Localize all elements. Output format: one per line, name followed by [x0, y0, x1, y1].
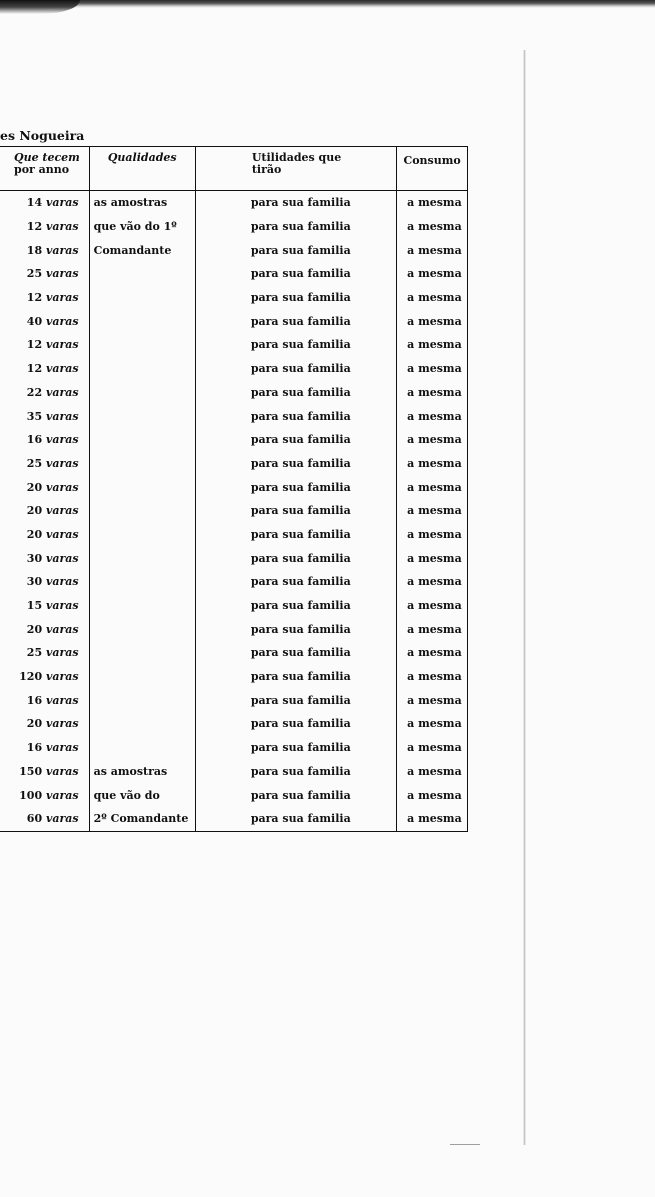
cell-consumo: a mesma — [397, 452, 468, 476]
cell-consumo: a mesma — [397, 807, 468, 831]
cell-utilidades: para sua familia — [195, 309, 396, 333]
cell-qualidades — [89, 665, 195, 689]
cell-utilidades: para sua familia — [195, 333, 396, 357]
cell-consumo: a mesma — [397, 688, 468, 712]
table-row — [0, 499, 468, 523]
cell-quantity — [0, 641, 89, 665]
quantity-unit: varas — [45, 338, 79, 352]
cell-quantity — [0, 617, 89, 641]
cell-quantity — [0, 381, 89, 405]
table-row — [0, 570, 468, 594]
column-header-qualidades-label: Qualidades — [107, 151, 177, 164]
cell-qualidades — [89, 736, 195, 760]
cell-consumo: a mesma — [397, 783, 468, 807]
column-header-quantity — [0, 147, 89, 191]
cell-utilidades: para sua familia — [195, 594, 396, 618]
table-row — [0, 617, 468, 641]
cell-qualidades — [89, 712, 195, 736]
cell-quantity — [0, 665, 89, 689]
cell-quantity — [0, 333, 89, 357]
table-row — [0, 404, 468, 428]
quantity-number: 20 — [26, 527, 43, 541]
quantity-number: 12 — [26, 291, 43, 305]
table-row — [0, 783, 468, 807]
quantity-unit: varas — [45, 693, 79, 707]
scan-mark — [450, 1144, 480, 1145]
cell-consumo: a mesma — [397, 286, 468, 310]
cell-utilidades: para sua familia — [195, 404, 396, 428]
column-header-qualidades — [89, 147, 195, 191]
cell-consumo: a mesma — [397, 736, 468, 760]
column-header-quantity-line2: por anno — [14, 163, 70, 176]
cell-consumo: a mesma — [397, 760, 468, 784]
quantity-number: 18 — [26, 243, 43, 257]
cell-utilidades: para sua familia — [195, 807, 396, 831]
quantity-number: 16 — [26, 693, 43, 707]
quantity-number: 16 — [26, 433, 43, 447]
cell-utilidades: para sua familia — [195, 475, 396, 499]
cell-utilidades: para sua familia — [195, 357, 396, 381]
cell-quantity — [0, 712, 89, 736]
cell-quantity — [0, 688, 89, 712]
table-row — [0, 712, 468, 736]
quantity-unit: varas — [45, 504, 79, 518]
table-row — [0, 665, 468, 689]
cell-quantity — [0, 404, 89, 428]
cell-utilidades: para sua familia — [195, 617, 396, 641]
cell-qualidades — [89, 452, 195, 476]
quantity-unit: varas — [45, 362, 79, 376]
scan-page-curl — [0, 0, 80, 14]
cell-qualidades: que vão do — [89, 783, 195, 807]
quantity-unit: varas — [45, 551, 79, 565]
cell-qualidades — [89, 617, 195, 641]
quantity-unit: varas — [45, 433, 79, 447]
cell-quantity — [0, 238, 89, 262]
cell-qualidades: Comandante — [89, 238, 195, 262]
cell-quantity — [0, 783, 89, 807]
quantity-unit: varas — [45, 267, 79, 281]
quantity-number: 20 — [26, 504, 43, 518]
column-header-quantity-line1: Que tecem — [14, 151, 80, 164]
cell-qualidades — [89, 404, 195, 428]
table-row — [0, 807, 468, 831]
table-row — [0, 428, 468, 452]
quantity-number: 16 — [26, 741, 43, 755]
cell-quantity — [0, 736, 89, 760]
cell-utilidades: para sua familia — [195, 262, 396, 286]
table-row — [0, 475, 468, 499]
cell-consumo: a mesma — [397, 357, 468, 381]
cell-utilidades: para sua familia — [195, 783, 396, 807]
cell-consumo: a mesma — [397, 309, 468, 333]
cell-consumo: a mesma — [397, 499, 468, 523]
cell-utilidades: para sua familia — [195, 452, 396, 476]
cell-consumo: a mesma — [397, 191, 468, 215]
cell-utilidades: para sua familia — [195, 499, 396, 523]
cell-utilidades: para sua familia — [195, 641, 396, 665]
quantity-number: 12 — [26, 338, 43, 352]
cell-quantity — [0, 594, 89, 618]
quantity-unit: varas — [45, 291, 79, 305]
quantity-number: 30 — [26, 551, 43, 565]
cell-consumo: a mesma — [397, 641, 468, 665]
cell-utilidades: para sua familia — [195, 523, 396, 547]
cell-qualidades — [89, 523, 195, 547]
cell-qualidades: que vão do 1º — [89, 215, 195, 239]
cell-quantity — [0, 807, 89, 831]
quantity-unit: varas — [45, 480, 79, 494]
cell-qualidades: as amostras — [89, 760, 195, 784]
column-header-utilidades — [195, 147, 396, 191]
cell-qualidades — [89, 357, 195, 381]
quantity-unit: varas — [45, 575, 79, 589]
cell-consumo: a mesma — [397, 238, 468, 262]
cell-consumo: a mesma — [397, 712, 468, 736]
quantity-number: 25 — [26, 267, 43, 281]
cell-qualidades — [89, 594, 195, 618]
quantity-number: 35 — [26, 409, 43, 423]
cell-consumo: a mesma — [397, 404, 468, 428]
quantity-number: 25 — [26, 646, 43, 660]
quantity-unit: varas — [45, 385, 79, 399]
quantity-number: 60 — [26, 812, 43, 826]
cell-qualidades — [89, 286, 195, 310]
quantity-unit: varas — [45, 527, 79, 541]
quantity-unit: varas — [45, 812, 79, 826]
cell-consumo: a mesma — [397, 594, 468, 618]
quantity-number: 100 — [19, 788, 43, 802]
cell-qualidades — [89, 262, 195, 286]
cell-utilidades: para sua familia — [195, 570, 396, 594]
quantity-unit: varas — [45, 741, 79, 755]
cell-utilidades: para sua familia — [195, 688, 396, 712]
cell-consumo: a mesma — [397, 333, 468, 357]
cell-consumo: a mesma — [397, 215, 468, 239]
cell-qualidades — [89, 641, 195, 665]
quantity-unit: varas — [45, 788, 79, 802]
table-row — [0, 286, 468, 310]
cell-qualidades — [89, 570, 195, 594]
cell-qualidades — [89, 475, 195, 499]
quantity-unit: varas — [45, 409, 79, 423]
table-row — [0, 546, 468, 570]
column-header-utilidades-line2: tirão — [251, 163, 282, 176]
quantity-unit: varas — [45, 764, 79, 778]
table-row — [0, 760, 468, 784]
cell-consumo: a mesma — [397, 665, 468, 689]
table-row — [0, 736, 468, 760]
table-row — [0, 523, 468, 547]
cell-quantity — [0, 523, 89, 547]
cell-consumo: a mesma — [397, 546, 468, 570]
quantity-number: 150 — [19, 764, 43, 778]
cell-utilidades: para sua familia — [195, 381, 396, 405]
table-row — [0, 452, 468, 476]
cell-quantity — [0, 475, 89, 499]
table-header-fragment: es Nogueira — [0, 128, 85, 143]
cell-qualidades: as amostras — [89, 191, 195, 215]
cell-quantity — [0, 309, 89, 333]
cell-quantity — [0, 286, 89, 310]
cell-consumo: a mesma — [397, 523, 468, 547]
table-row — [0, 215, 468, 239]
table-row — [0, 357, 468, 381]
cell-qualidades: 2º Comandante — [89, 807, 195, 831]
quantity-number: 25 — [26, 456, 43, 470]
table-row — [0, 191, 468, 215]
table-body — [0, 191, 468, 832]
cell-qualidades — [89, 381, 195, 405]
cell-consumo: a mesma — [397, 381, 468, 405]
column-header-consumo — [397, 147, 468, 191]
quantity-number: 12 — [26, 362, 43, 376]
cell-consumo: a mesma — [397, 428, 468, 452]
quantity-unit: varas — [45, 456, 79, 470]
cell-quantity — [0, 452, 89, 476]
cell-quantity — [0, 499, 89, 523]
table-row — [0, 309, 468, 333]
cell-utilidades: para sua familia — [195, 238, 396, 262]
table-row — [0, 381, 468, 405]
quantity-number: 120 — [19, 670, 43, 684]
quantity-number: 12 — [26, 220, 43, 234]
quantity-number: 15 — [26, 599, 43, 613]
cell-quantity — [0, 357, 89, 381]
quantity-unit: varas — [45, 196, 79, 210]
table-row — [0, 262, 468, 286]
quantity-unit: varas — [45, 243, 79, 257]
cell-utilidades: para sua familia — [195, 712, 396, 736]
column-header-consumo-label: Consumo — [403, 154, 461, 167]
page-fold-line — [523, 50, 526, 1145]
cell-quantity — [0, 546, 89, 570]
cell-utilidades: para sua familia — [195, 191, 396, 215]
cell-utilidades: para sua familia — [195, 215, 396, 239]
cell-qualidades — [89, 333, 195, 357]
cell-consumo: a mesma — [397, 262, 468, 286]
quantity-unit: varas — [45, 220, 79, 234]
quantity-unit: varas — [45, 670, 79, 684]
cell-utilidades: para sua familia — [195, 286, 396, 310]
table-row — [0, 333, 468, 357]
cell-quantity — [0, 760, 89, 784]
cell-quantity — [0, 215, 89, 239]
cell-utilidades: para sua familia — [195, 428, 396, 452]
cell-quantity — [0, 570, 89, 594]
cell-qualidades — [89, 428, 195, 452]
cell-utilidades: para sua familia — [195, 736, 396, 760]
quantity-number: 22 — [26, 385, 43, 399]
table-header-row — [0, 147, 468, 191]
quantity-number: 20 — [26, 480, 43, 494]
cell-utilidades: para sua familia — [195, 760, 396, 784]
scan-top-edge — [0, 0, 655, 8]
table-row — [0, 688, 468, 712]
table-row — [0, 594, 468, 618]
quantity-unit: varas — [45, 599, 79, 613]
cell-consumo: a mesma — [397, 475, 468, 499]
cell-utilidades: para sua familia — [195, 665, 396, 689]
quantity-number: 20 — [26, 717, 43, 731]
column-header-utilidades-line1: Utilidades que — [251, 151, 342, 164]
cell-quantity — [0, 262, 89, 286]
quantity-number: 30 — [26, 575, 43, 589]
cell-consumo: a mesma — [397, 570, 468, 594]
quantity-number: 14 — [26, 196, 43, 210]
cell-qualidades — [89, 688, 195, 712]
quantity-unit: varas — [45, 622, 79, 636]
quantity-unit: varas — [45, 717, 79, 731]
quantity-number: 40 — [26, 314, 43, 328]
quantity-number: 20 — [26, 622, 43, 636]
cell-quantity — [0, 191, 89, 215]
cell-utilidades: para sua familia — [195, 546, 396, 570]
cell-consumo: a mesma — [397, 617, 468, 641]
table-row — [0, 238, 468, 262]
quantity-unit: varas — [45, 646, 79, 660]
cell-qualidades — [89, 309, 195, 333]
cell-qualidades — [89, 499, 195, 523]
cell-qualidades — [89, 546, 195, 570]
quantity-unit: varas — [45, 314, 79, 328]
cell-quantity — [0, 428, 89, 452]
table-row — [0, 641, 468, 665]
weaving-table — [0, 147, 468, 832]
